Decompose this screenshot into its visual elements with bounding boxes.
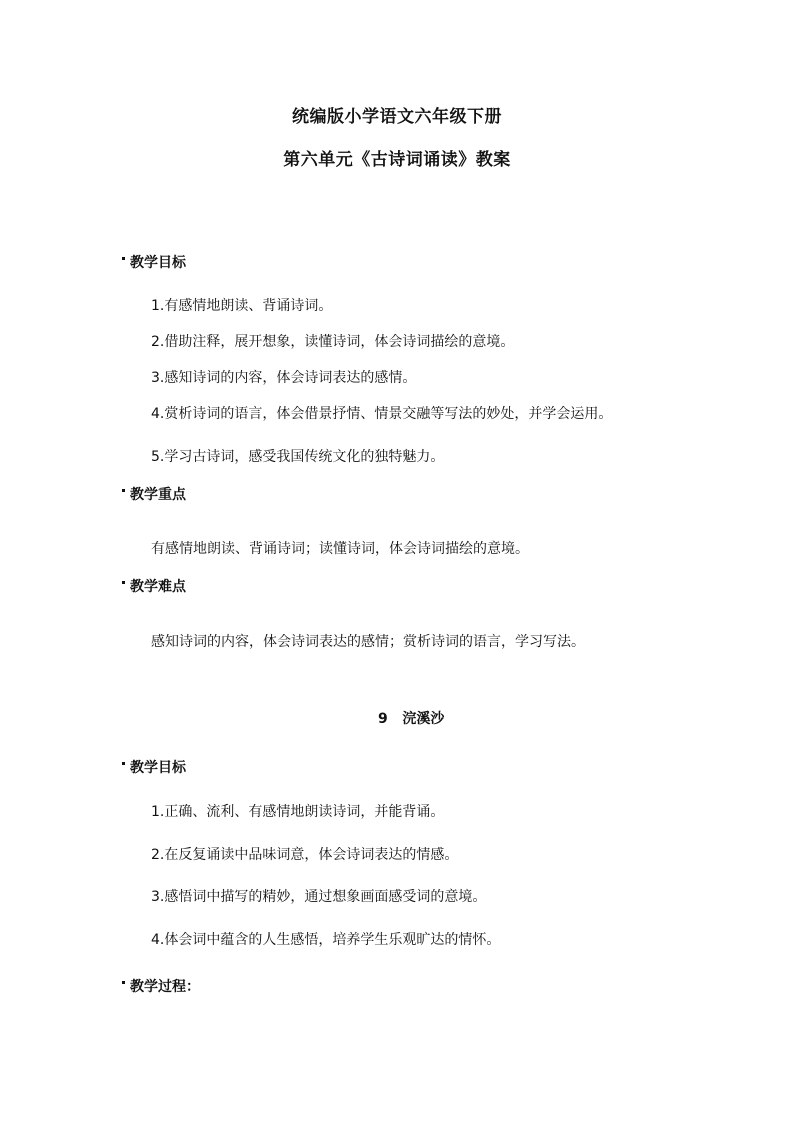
bullet-icon [122,981,125,984]
bullet-icon [122,762,125,765]
section-heading-difficulties: 教学难点 [122,578,186,596]
section-heading-lesson-goals: 教学目标 [122,759,186,777]
unit-goal-item: 5.学习古诗词，感受我国传统文化的独特魅力。 [151,449,445,465]
document-subtitle: 第六单元《古诗词诵读》教案 [283,150,511,170]
section-heading-process: 教学过程： [122,978,200,996]
lesson-goal-item: 1.正确、流利、有感情地朗读诗词，并能背诵。 [151,804,445,820]
unit-goal-item: 2.借助注释，展开想象，读懂诗词，体会诗词描绘的意境。 [151,334,515,350]
lesson-goal-item: 2.在反复诵读中品味词意，体会诗词表达的情感。 [151,847,459,863]
lesson-goal-item: 4.体会词中蕴含的人生感悟，培养学生乐观旷达的情怀。 [151,932,501,948]
lesson-title: 9 浣溪沙 [378,711,445,727]
document-title: 统编版小学语文六年级下册 [292,107,502,127]
difficulties-text: 感知诗词的内容，体会诗词表达的感情；赏析诗词的语言，学习写法。 [151,634,585,650]
bullet-icon [122,489,125,492]
key-points-text: 有感情地朗读、背诵诗词；读懂诗词，体会诗词描绘的意境。 [151,541,529,557]
section-heading-unit-goals: 教学目标 [122,254,186,272]
lesson-goal-item: 3.感悟词中描写的精妙，通过想象画面感受词的意境。 [151,889,487,905]
unit-goal-item: 4.赏析诗词的语言，体会借景抒情、情景交融等写法的妙处，并学会运用。 [151,406,613,422]
bullet-icon [122,257,125,260]
unit-goal-item: 1.有感情地朗读、背诵诗词。 [151,298,333,314]
section-heading-key-points: 教学重点 [122,486,186,504]
unit-goal-item: 3.感知诗词的内容，体会诗词表达的感情。 [151,370,417,386]
bullet-icon [122,581,125,584]
